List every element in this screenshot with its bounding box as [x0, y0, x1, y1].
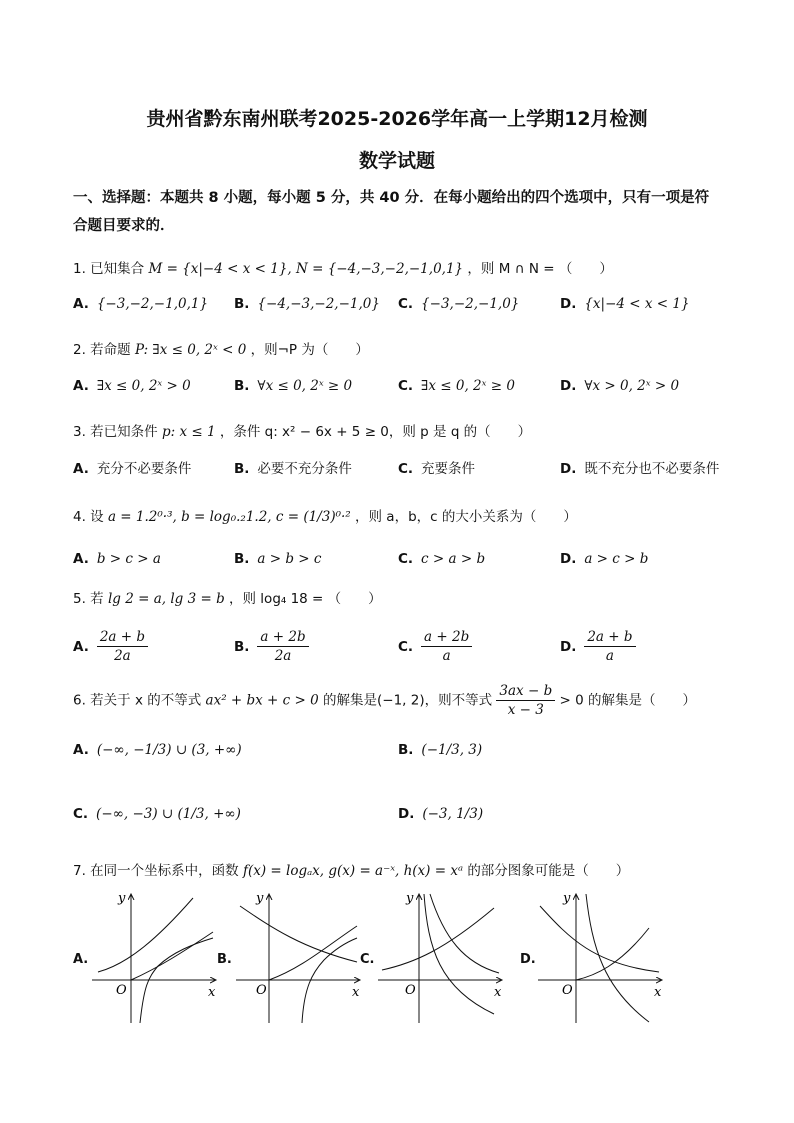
q7-option-c-label[interactable]: C.: [360, 952, 375, 967]
origin-label: O: [116, 983, 127, 998]
q7-option-b-label[interactable]: B.: [217, 952, 232, 967]
q1-option-b[interactable]: B. {−4,−3,−2,−1,0}: [234, 296, 380, 312]
q7-option-a-label[interactable]: A.: [73, 952, 89, 967]
q4-option-d[interactable]: D. a > c > b: [560, 551, 649, 567]
section-heading: 一、选择题：本题共 8 小题，每小题 5 分，共 40 分．在每小题给出的四个选项中，只有一项是符合题目要求的．: [73, 190, 710, 234]
q3-option-c[interactable]: C. 充要条件: [398, 461, 476, 477]
q1-option-d[interactable]: D. {x|−4 < x < 1}: [560, 296, 690, 312]
svg-text:y: y: [256, 891, 264, 906]
q1-option-a[interactable]: A. {−3,−2,−1,0,1}: [73, 296, 209, 312]
q7-graph-d[interactable]: [534, 888, 669, 1028]
svg-text:x: x: [494, 985, 502, 1000]
q7-graph-c[interactable]: [374, 888, 509, 1028]
q4-option-c[interactable]: C. c > a > b: [398, 551, 486, 567]
svg-text:y: y: [406, 891, 414, 906]
svg-text:O: O: [405, 983, 416, 998]
exam-subtitle: 数学试题: [358, 150, 435, 172]
q5-option-b[interactable]: B. $\frac{a + 2b}{2a}$: [234, 628, 309, 665]
q5-option-a[interactable]: A. $\frac{2a + b}{2a}$: [73, 628, 148, 665]
q1-option-c[interactable]: C. {−3,−2,−1,0}: [398, 296, 520, 312]
q6-option-c[interactable]: C. (−∞, −3) ∪ (1/3, +∞): [73, 806, 241, 822]
x-axis-label: x: [208, 985, 216, 1000]
question-1: 1. 已知集合 M = {x|−4 < x < 1}, N = {−4,−3,−2,−1,0,1} ，则 M ∩ N = （ ）: [73, 261, 613, 277]
q7-graph-b[interactable]: [232, 888, 367, 1028]
q6-option-d[interactable]: D. (−3, 1/3): [398, 806, 484, 822]
q2-option-a[interactable]: A. ∃x ≤ 0, 2ˣ > 0: [73, 378, 191, 394]
q6-option-b[interactable]: B. (−1/3, 3): [398, 742, 483, 758]
question-4: 4. 设 a = 1.2⁰·³, b = log₀.₂1.2, c = (1/3)⁰·² ，则 a，b，c 的大小关系为（ ）: [73, 509, 577, 525]
q5-option-c[interactable]: C. $\frac{a + 2b}{a}$: [398, 628, 472, 665]
y-axis-label: y: [118, 891, 126, 906]
q2-option-b[interactable]: B. ∀x ≤ 0, 2ˣ ≥ 0: [234, 378, 353, 394]
question-6: 6. 若关于 x 的不等式 ax² + bx + c > 0 的解集是(−1, 2)，则不等式 $\frac{3ax - b}{x - 3}$ > 0 的解集是（ ）: [73, 683, 696, 718]
q4-option-b[interactable]: B. a > b > c: [234, 551, 322, 567]
q2-option-c[interactable]: C. ∃x ≤ 0, 2ˣ ≥ 0: [398, 378, 515, 394]
exam-title: 贵州省黔东南州联考2025-2026学年高一上学期12月检测: [146, 108, 648, 130]
q7-graph-a[interactable]: [88, 888, 223, 1028]
question-2: 2. 若命题 P: ∃x ≤ 0, 2ˣ < 0 ，则¬P 为（ ）: [73, 342, 369, 358]
q3-option-d[interactable]: D. 既不充分也不必要条件: [560, 461, 720, 477]
svg-text:O: O: [256, 983, 267, 998]
svg-text:O: O: [562, 983, 573, 998]
svg-text:y: y: [563, 891, 571, 906]
q7-option-d-label[interactable]: D.: [520, 952, 536, 967]
svg-text:x: x: [654, 985, 662, 1000]
question-7: 7. 在同一个坐标系中，函数 f(x) = logₐx, g(x) = a⁻ˣ, h(x) = xᵃ 的部分图象可能是（ ）: [73, 863, 630, 879]
q3-option-a[interactable]: A. 充分不必要条件: [73, 461, 192, 477]
question-5: 5. 若 lg 2 = a, lg 3 = b ，则 log₄ 18 = （ ）: [73, 591, 382, 607]
q6-option-a[interactable]: A. (−∞, −1/3) ∪ (3, +∞): [73, 742, 242, 758]
q2-option-d[interactable]: D. ∀x > 0, 2ˣ > 0: [560, 378, 680, 394]
q3-option-b[interactable]: B. 必要不充分条件: [234, 461, 352, 477]
question-3: 3. 若已知条件 p: x ≤ 1 ，条件 q: x² − 6x + 5 ≥ 0，则 p 是 q 的（ ）: [73, 424, 532, 440]
q4-option-a[interactable]: A. b > c > a: [73, 551, 161, 567]
q5-option-d[interactable]: D. $\frac{2a + b}{a}$: [560, 628, 636, 665]
svg-text:x: x: [352, 985, 360, 1000]
